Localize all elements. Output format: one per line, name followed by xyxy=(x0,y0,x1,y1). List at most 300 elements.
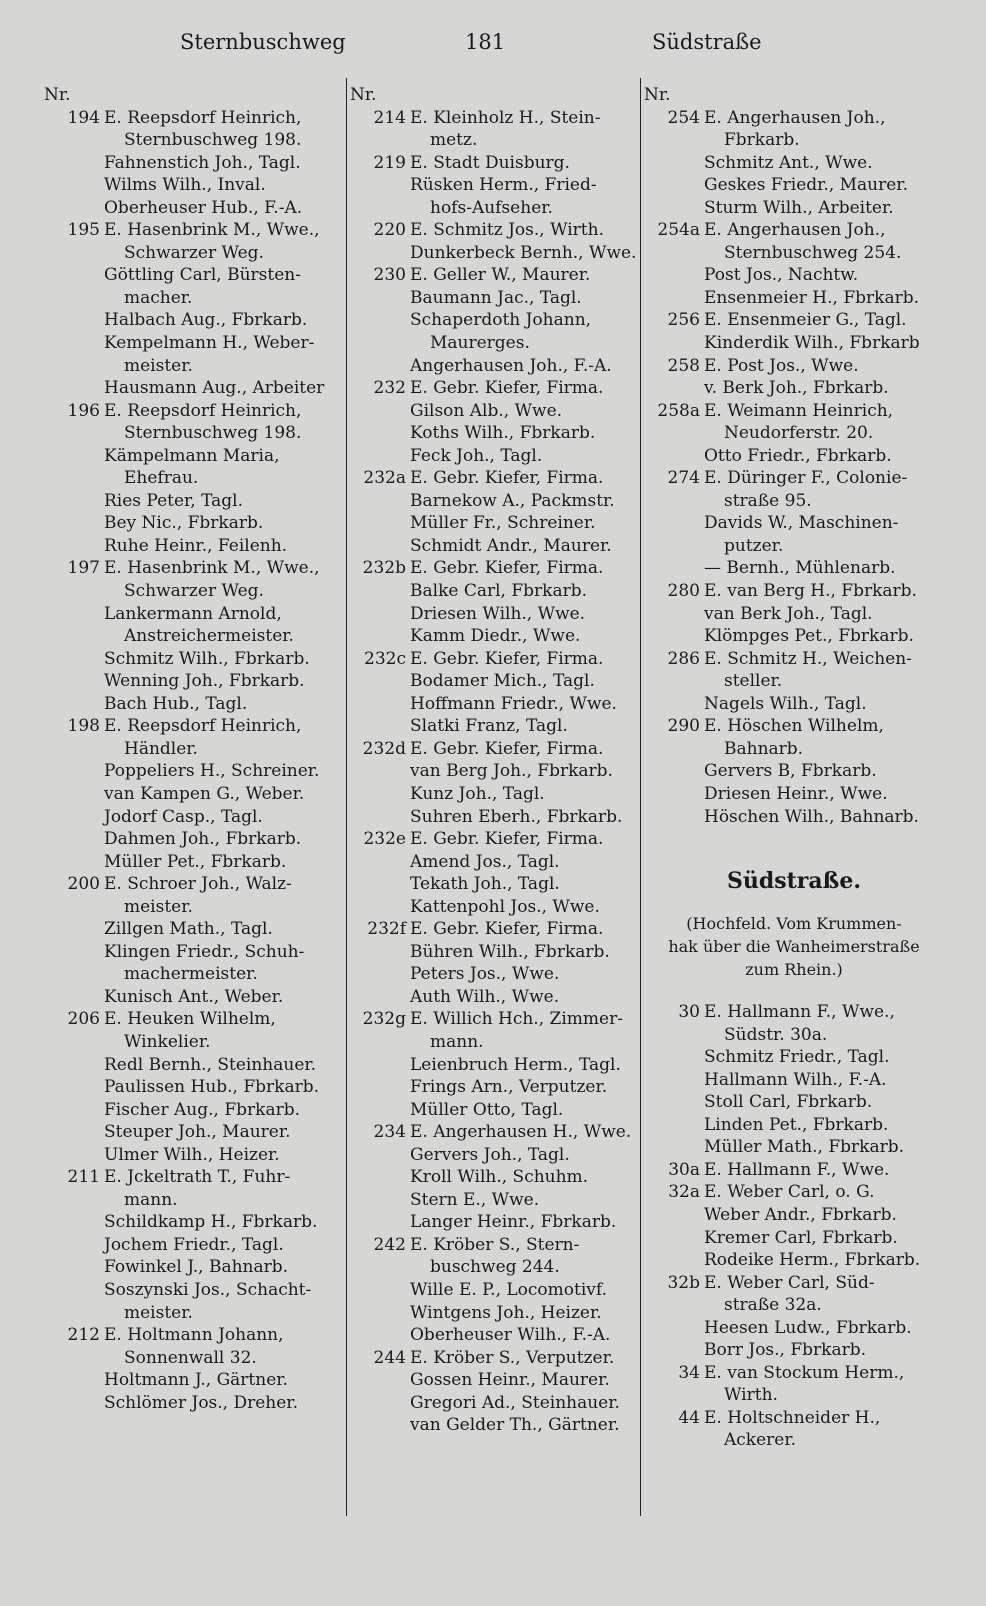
resident-text: Baumann Jac., Tagl. xyxy=(410,287,582,308)
house-entry xyxy=(44,1324,346,1347)
resident-text: Balke Carl, Fbrkarb. xyxy=(410,581,587,602)
house-number: 274 xyxy=(667,468,700,489)
entry-continuation xyxy=(44,625,346,648)
resident-text: — Bernh., Mühlenarb. xyxy=(704,558,896,579)
house-number: 230 xyxy=(373,265,406,286)
house-number: 256 xyxy=(667,310,700,331)
resident-text: Linden Pet., Fbrkarb. xyxy=(704,1114,889,1135)
section-description-line: (Hochfeld. Vom Krummen- xyxy=(686,914,902,934)
house-entry xyxy=(350,828,640,851)
resident-text: Ensenmeier H., Fbrkarb. xyxy=(704,287,919,308)
column-3-suedstrasse-list xyxy=(644,1001,944,1452)
resident-text: Schmitz Ant., Wwe. xyxy=(704,152,873,173)
entry-continuation xyxy=(44,287,346,310)
resident-entry xyxy=(44,1054,346,1077)
column-label: Nr. xyxy=(350,85,377,105)
house-entry xyxy=(44,107,346,130)
resident-entry xyxy=(44,941,346,964)
house-entry xyxy=(350,648,640,671)
house-entry xyxy=(644,715,944,738)
resident-entry xyxy=(644,152,944,175)
entry-continuation xyxy=(350,332,640,355)
resident-entry xyxy=(350,783,640,806)
house-entry xyxy=(350,467,640,490)
resident-entry xyxy=(644,806,944,829)
resident-entry xyxy=(644,287,944,310)
resident-text: Hausmann Aug., Arbeiter xyxy=(104,378,325,399)
resident-entry xyxy=(350,715,640,738)
resident-entry xyxy=(44,693,346,716)
column-label: Nr. xyxy=(44,85,71,105)
entry-continuation xyxy=(350,1031,640,1054)
house-number: 200 xyxy=(67,874,100,895)
resident-text: Paulissen Hub., Fbrkarb. xyxy=(104,1077,320,1098)
house-entry xyxy=(44,557,346,580)
resident-text: Müller Otto, Tagl. xyxy=(410,1099,564,1120)
resident-entry xyxy=(350,580,640,603)
resident-text: Oberheuser Wilh., F.-A. xyxy=(410,1325,611,1346)
column-label: Nr. xyxy=(644,85,671,105)
owner-text: E. Hasenbrink M., Wwe., xyxy=(104,220,320,241)
resident-entry xyxy=(644,197,944,220)
resident-entry xyxy=(644,1339,944,1362)
resident-text: Auth Wilh., Wwe. xyxy=(410,986,560,1007)
owner-text: E. van Stockum Herm., xyxy=(704,1362,905,1383)
owner-text: E. Weimann Heinrich, xyxy=(704,400,894,421)
resident-text: Ulmer Wilh., Heizer. xyxy=(104,1144,280,1165)
entry-continuation xyxy=(44,580,346,603)
resident-entry xyxy=(350,1279,640,1302)
house-entry xyxy=(644,1001,944,1024)
resident-entry xyxy=(44,264,346,287)
continuation-text: mann. xyxy=(124,1189,178,1210)
resident-text: Dunkerbeck Bernh., Wwe. xyxy=(410,242,637,263)
entry-continuation xyxy=(44,242,346,265)
house-number: 197 xyxy=(67,558,100,579)
resident-entry xyxy=(44,332,346,355)
resident-text: Otto Friedr., Fbrkarb. xyxy=(704,445,892,466)
section-heading: Südstraße. xyxy=(726,868,862,895)
resident-entry xyxy=(350,1414,640,1437)
resident-text: Weber Andr., Fbrkarb. xyxy=(704,1204,897,1225)
resident-text: Ruhe Heinr., Feilenh. xyxy=(104,535,288,556)
resident-text: Jochem Friedr., Tagl. xyxy=(104,1234,284,1255)
resident-text: Schmitz Friedr., Tagl. xyxy=(704,1047,890,1068)
resident-entry xyxy=(350,963,640,986)
entry-continuation xyxy=(350,129,640,152)
house-number: 30 xyxy=(678,1002,700,1023)
resident-entry xyxy=(350,535,640,558)
resident-text: Zillgen Math., Tagl. xyxy=(104,919,273,940)
continuation-text: Winkelier. xyxy=(124,1031,211,1052)
resident-text: Rodeike Herm., Fbrkarb. xyxy=(704,1250,921,1271)
house-number: 232g xyxy=(362,1009,406,1030)
owner-text: E. Schroer Joh., Walz- xyxy=(104,874,292,895)
house-entry xyxy=(644,580,944,603)
resident-text: Stoll Carl, Fbrkarb. xyxy=(704,1092,873,1113)
resident-entry xyxy=(350,1324,640,1347)
owner-text: E. Höschen Wilhelm, xyxy=(704,716,884,737)
column-3-sternbuschweg-list xyxy=(644,84,944,828)
entry-continuation xyxy=(644,1024,944,1047)
resident-text: Redl Bernh., Steinhauer. xyxy=(104,1054,317,1075)
house-entry xyxy=(350,1008,640,1031)
resident-entry xyxy=(44,1076,346,1099)
resident-text: Göttling Carl, Bürsten- xyxy=(104,265,301,286)
entry-continuation xyxy=(350,197,640,220)
resident-text: Slatki Franz, Tagl. xyxy=(410,716,568,737)
entry-continuation xyxy=(644,1429,944,1452)
resident-text: Angerhausen Joh., F.-A. xyxy=(410,355,612,376)
column-rule xyxy=(346,78,347,1516)
house-number: 232e xyxy=(363,829,406,850)
resident-text: Schmitz Wilh., Fbrkarb. xyxy=(104,648,310,669)
resident-entry xyxy=(44,1369,346,1392)
resident-entry xyxy=(350,670,640,693)
entry-continuation xyxy=(44,355,346,378)
resident-entry xyxy=(350,242,640,265)
house-number: 242 xyxy=(373,1234,406,1255)
entry-continuation xyxy=(44,422,346,445)
house-entry xyxy=(350,1121,640,1144)
house-entry xyxy=(644,107,944,130)
house-number: 195 xyxy=(67,220,100,241)
house-number: 220 xyxy=(373,220,406,241)
resident-text: Gossen Heinr., Maurer. xyxy=(410,1370,610,1391)
resident-entry xyxy=(44,174,346,197)
continuation-text: Schwarzer Weg. xyxy=(124,581,264,602)
resident-text: Nagels Wilh., Tagl. xyxy=(704,693,867,714)
resident-entry xyxy=(350,174,640,197)
house-entry xyxy=(44,219,346,242)
resident-text: Bühren Wilh., Fbrkarb. xyxy=(410,941,610,962)
owner-text: E. Weber Carl, Süd- xyxy=(704,1272,875,1293)
resident-entry xyxy=(44,1099,346,1122)
resident-text: Halbach Aug., Fbrkarb. xyxy=(104,310,308,331)
resident-text: v. Berk Joh., Fbrkarb. xyxy=(704,378,889,399)
resident-entry xyxy=(644,783,944,806)
continuation-text: mann. xyxy=(430,1031,484,1052)
house-number: 290 xyxy=(667,716,700,737)
resident-entry xyxy=(644,332,944,355)
resident-entry xyxy=(350,445,640,468)
resident-entry xyxy=(644,1069,944,1092)
house-number: 258 xyxy=(667,355,700,376)
continuation-text: Wirth. xyxy=(724,1385,778,1406)
entry-continuation xyxy=(644,670,944,693)
owner-text: E. Gebr. Kiefer, Firma. xyxy=(410,738,604,759)
house-number: 44 xyxy=(678,1407,700,1428)
resident-entry xyxy=(350,1099,640,1122)
resident-entry xyxy=(44,851,346,874)
house-entry xyxy=(644,1362,944,1385)
owner-text: E. Gebr. Kiefer, Firma. xyxy=(410,648,604,669)
resident-entry xyxy=(350,1076,640,1099)
house-number: 219 xyxy=(373,152,406,173)
resident-text: Frings Arn., Verputzer. xyxy=(410,1077,608,1098)
continuation-text: Sonnenwall 32. xyxy=(124,1347,257,1368)
continuation-text: hofs-Aufseher. xyxy=(430,197,553,218)
house-number-header xyxy=(44,84,346,107)
entry-continuation xyxy=(44,1302,346,1325)
owner-text: E. Hallmann F., Wwe. xyxy=(704,1159,890,1180)
resident-entry xyxy=(350,490,640,513)
resident-text: van Gelder Th., Gärtner. xyxy=(410,1415,620,1436)
resident-text: Suhren Eberh., Fbrkarb. xyxy=(410,806,623,827)
entry-continuation xyxy=(44,1189,346,1212)
house-number: 34 xyxy=(678,1362,700,1383)
house-entry xyxy=(350,918,640,941)
entry-continuation xyxy=(644,535,944,558)
continuation-text: steller. xyxy=(724,671,783,692)
resident-entry xyxy=(644,377,944,400)
resident-entry xyxy=(44,197,346,220)
house-number: 254a xyxy=(657,220,700,241)
continuation-text: machermeister. xyxy=(124,964,258,985)
continuation-text: straße 95. xyxy=(724,490,812,511)
resident-text: Heesen Ludw., Fbrkarb. xyxy=(704,1317,912,1338)
header-right-street: Südstraße xyxy=(652,30,762,54)
continuation-text: Schwarzer Weg. xyxy=(124,242,264,263)
house-entry xyxy=(644,467,944,490)
house-entry xyxy=(44,715,346,738)
entry-continuation xyxy=(44,896,346,919)
house-number: 244 xyxy=(373,1347,406,1368)
house-entry xyxy=(644,1272,944,1295)
resident-text: Oberheuser Hub., F.-A. xyxy=(104,197,303,218)
resident-entry xyxy=(350,896,640,919)
resident-text: Müller Math., Fbrkarb. xyxy=(704,1137,905,1158)
header-left-street: Sternbuschweg xyxy=(180,30,346,54)
resident-text: Bey Nic., Fbrkarb. xyxy=(104,513,264,534)
resident-text: Kinderdik Wilh., Fbrkarb xyxy=(704,333,920,354)
resident-entry xyxy=(350,512,640,535)
resident-text: Langer Heinr., Fbrkarb. xyxy=(410,1212,617,1233)
continuation-text: putzer. xyxy=(724,535,784,556)
resident-text: Barnekow A., Packmstr. xyxy=(410,490,615,511)
page-number: 181 xyxy=(465,30,506,54)
resident-entry xyxy=(350,309,640,332)
owner-text: E. Schmitz Jos., Wirth. xyxy=(410,220,604,241)
owner-text: E. van Berg H., Fbrkarb. xyxy=(704,581,917,602)
continuation-text: Fbrkarb. xyxy=(724,130,800,151)
entry-continuation xyxy=(644,1294,944,1317)
resident-entry xyxy=(350,400,640,423)
house-number: 232f xyxy=(367,919,406,940)
resident-text: Kempelmann H., Weber- xyxy=(104,333,315,354)
house-entry xyxy=(44,400,346,423)
owner-text: E. Angerhausen Joh., xyxy=(704,220,886,241)
owner-text: E. Geller W., Maurer. xyxy=(410,265,591,286)
resident-text: Amend Jos., Tagl. xyxy=(410,851,560,872)
resident-entry xyxy=(644,603,944,626)
resident-entry xyxy=(350,760,640,783)
resident-entry xyxy=(44,986,346,1009)
owner-text: E. Post Jos., Wwe. xyxy=(704,355,859,376)
resident-entry xyxy=(44,806,346,829)
owner-text: E. Holtschneider H., xyxy=(704,1407,881,1428)
entry-continuation xyxy=(44,467,346,490)
house-number: 196 xyxy=(67,400,100,421)
resident-entry xyxy=(644,174,944,197)
house-entry xyxy=(644,1181,944,1204)
resident-entry xyxy=(350,625,640,648)
continuation-text: Sternbuschweg 254. xyxy=(724,242,902,263)
resident-entry xyxy=(644,557,944,580)
resident-entry xyxy=(644,445,944,468)
resident-entry xyxy=(44,512,346,535)
continuation-text: Anstreichermeister. xyxy=(124,626,294,647)
house-number: 211 xyxy=(67,1167,100,1188)
house-number: 212 xyxy=(67,1325,100,1346)
resident-entry xyxy=(644,760,944,783)
continuation-text: Ehefrau. xyxy=(124,468,199,489)
house-number: 280 xyxy=(667,581,700,602)
resident-text: Poppeliers H., Schreiner. xyxy=(104,761,320,782)
resident-entry xyxy=(44,1144,346,1167)
resident-entry xyxy=(350,603,640,626)
resident-entry xyxy=(44,1211,346,1234)
resident-text: Fahnenstich Joh., Tagl. xyxy=(104,152,301,173)
section-description-line: zum Rhein.) xyxy=(745,960,843,980)
resident-entry xyxy=(644,264,944,287)
continuation-text: meister. xyxy=(124,896,193,917)
continuation-text: Maurerges. xyxy=(430,333,530,354)
owner-text: E. Kleinholz H., Stein- xyxy=(410,107,601,128)
house-entry xyxy=(350,557,640,580)
continuation-text: Bahnarb. xyxy=(724,738,804,759)
resident-entry xyxy=(644,1249,944,1272)
resident-text: Post Jos., Nachtw. xyxy=(704,265,859,286)
column-1 xyxy=(44,84,346,1524)
house-entry xyxy=(644,400,944,423)
owner-text: E. Gebr. Kiefer, Firma. xyxy=(410,829,604,850)
continuation-text: Südstr. 30a. xyxy=(724,1024,828,1045)
resident-text: Bach Hub., Tagl. xyxy=(104,693,248,714)
column-2 xyxy=(350,84,640,1524)
house-entry xyxy=(350,738,640,761)
resident-entry xyxy=(350,1392,640,1415)
owner-text: E. Gebr. Kiefer, Firma. xyxy=(410,468,604,489)
entry-continuation xyxy=(350,1256,640,1279)
resident-text: Ries Peter, Tagl. xyxy=(104,490,243,511)
house-entry xyxy=(644,309,944,332)
owner-text: E. Stadt Duisburg. xyxy=(410,152,570,173)
resident-text: Koths Wilh., Fbrkarb. xyxy=(410,423,596,444)
resident-text: Borr Jos., Fbrkarb. xyxy=(704,1340,867,1361)
house-number: 286 xyxy=(667,648,700,669)
house-entry xyxy=(350,377,640,400)
owner-text: E. Ensenmeier G., Tagl. xyxy=(704,310,907,331)
owner-text: E. Hallmann F., Wwe., xyxy=(704,1002,895,1023)
entry-continuation xyxy=(644,422,944,445)
owner-text: E. Kröber S., Stern- xyxy=(410,1234,580,1255)
resident-entry xyxy=(44,1256,346,1279)
house-number: 232b xyxy=(362,558,406,579)
owner-text: E. Heuken Wilhelm, xyxy=(104,1009,276,1030)
entry-continuation xyxy=(644,738,944,761)
resident-text: Tekath Joh., Tagl. xyxy=(410,874,560,895)
resident-text: Driesen Wilh., Wwe. xyxy=(410,603,586,624)
resident-entry xyxy=(350,851,640,874)
owner-text: E. Reepsdorf Heinrich, xyxy=(104,400,302,421)
house-entry xyxy=(350,264,640,287)
resident-text: Wilms Wilh., Inval. xyxy=(104,175,266,196)
resident-text: Gervers B, Fbrkarb. xyxy=(704,761,877,782)
owner-text: E. Schmitz H., Weichen- xyxy=(704,648,912,669)
owner-text: E. Gebr. Kiefer, Firma. xyxy=(410,919,604,940)
section-description-line: hak über die Wanheimerstraße xyxy=(668,937,920,957)
continuation-text: Sternbuschweg 198. xyxy=(124,130,302,151)
resident-entry xyxy=(350,1054,640,1077)
house-number: 194 xyxy=(67,107,100,128)
resident-text: Geskes Friedr., Maurer. xyxy=(704,175,908,196)
resident-text: Stern E., Wwe. xyxy=(410,1189,540,1210)
resident-entry xyxy=(44,1279,346,1302)
owner-text: E. Angerhausen H., Wwe. xyxy=(410,1122,632,1143)
resident-text: Klingen Friedr., Schuh- xyxy=(104,941,305,962)
entry-continuation xyxy=(44,1347,346,1370)
house-entry xyxy=(350,219,640,242)
resident-entry xyxy=(44,152,346,175)
resident-text: Hallmann Wilh., F.-A. xyxy=(704,1069,887,1090)
resident-entry xyxy=(44,377,346,400)
house-number: 232d xyxy=(362,738,406,759)
owner-text: E. Hasenbrink M., Wwe., xyxy=(104,558,320,579)
owner-text: E. Gebr. Kiefer, Firma. xyxy=(410,558,604,579)
resident-text: Schildkamp H., Fbrkarb. xyxy=(104,1212,318,1233)
resident-entry xyxy=(644,1227,944,1250)
continuation-text: macher. xyxy=(124,287,193,308)
resident-text: Gervers Joh., Tagl. xyxy=(410,1144,570,1165)
resident-text: Klömpges Pet., Fbrkarb. xyxy=(704,626,914,647)
resident-text: Wintgens Joh., Heizer. xyxy=(410,1302,602,1323)
house-number: 232a xyxy=(363,468,406,489)
resident-entry xyxy=(644,1204,944,1227)
house-number: 214 xyxy=(373,107,406,128)
resident-text: Soszynski Jos., Schacht- xyxy=(104,1279,312,1300)
resident-text: Gregori Ad., Steinhauer. xyxy=(410,1392,620,1413)
running-header xyxy=(0,30,986,62)
resident-text: Kamm Diedr., Wwe. xyxy=(410,626,581,647)
resident-entry xyxy=(644,1136,944,1159)
resident-text: Kämpelmann Maria, xyxy=(104,445,280,466)
resident-text: Lankermann Arnold, xyxy=(104,603,282,624)
house-entry xyxy=(644,219,944,242)
resident-text: van Berg Joh., Fbrkarb. xyxy=(410,761,613,782)
resident-text: van Berk Joh., Tagl. xyxy=(704,603,873,624)
entry-continuation xyxy=(644,490,944,513)
resident-entry xyxy=(44,1392,346,1415)
house-number: 232 xyxy=(373,378,406,399)
house-entry xyxy=(350,152,640,175)
resident-text: van Kampen G., Weber. xyxy=(104,783,305,804)
resident-entry xyxy=(644,512,944,535)
owner-text: E. Holtmann Johann, xyxy=(104,1325,284,1346)
resident-entry xyxy=(644,1317,944,1340)
house-number-header xyxy=(644,84,944,107)
resident-text: Fowinkel J., Bahnarb. xyxy=(104,1257,289,1278)
house-entry xyxy=(644,355,944,378)
resident-text: Gilson Alb., Wwe. xyxy=(410,400,563,421)
resident-text: Kroll Wilh., Schuhm. xyxy=(410,1167,589,1188)
resident-entry xyxy=(350,941,640,964)
house-entry xyxy=(350,1234,640,1257)
resident-entry xyxy=(350,806,640,829)
resident-entry xyxy=(350,1189,640,1212)
entry-continuation xyxy=(644,242,944,265)
resident-entry xyxy=(44,670,346,693)
